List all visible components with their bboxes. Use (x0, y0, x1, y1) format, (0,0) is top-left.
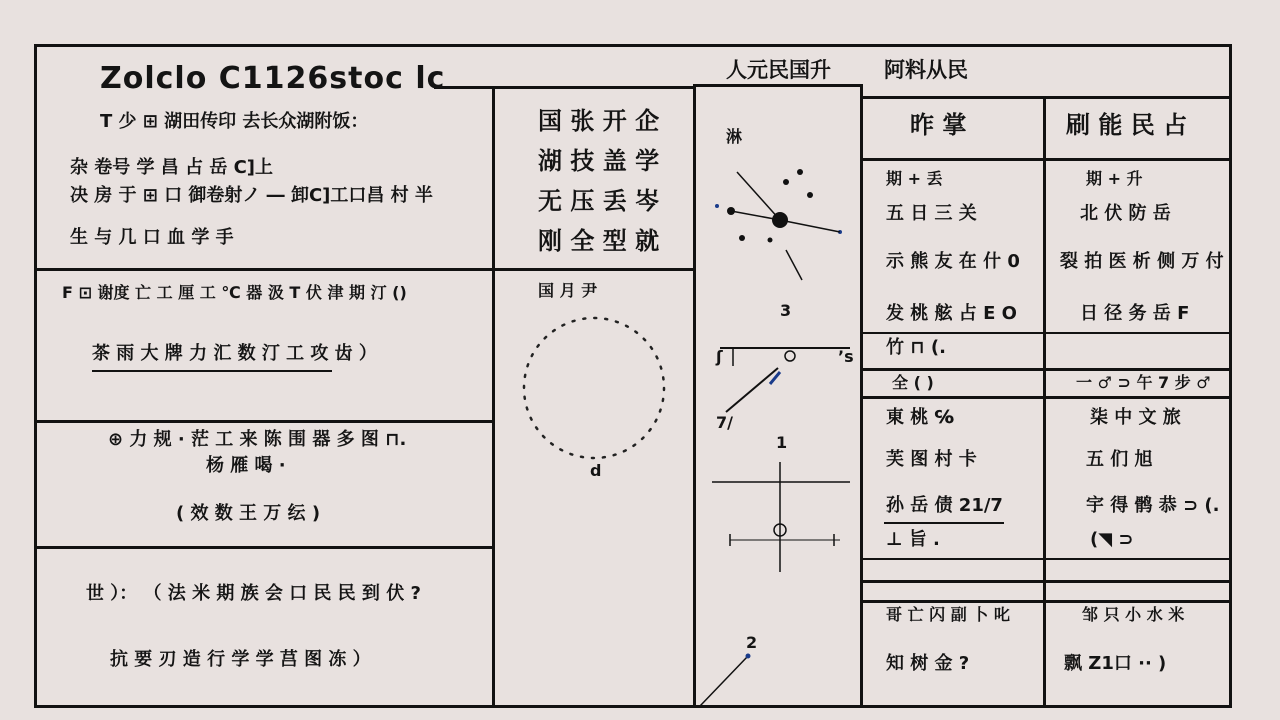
left-block2-line2: 茶 雨 大 牌 力 汇 数 汀 工 攻 齿 ） (92, 343, 377, 364)
middle-block1-line1: 国 张 开 企 (538, 107, 660, 135)
diagram-label-r: ʼs (838, 347, 854, 366)
table-cell-r10c2: (◥ ⊃ (1090, 529, 1134, 550)
molecule-dot-5 (739, 235, 745, 241)
table-cell-r4c2: 日 径 务 岳 F (1080, 303, 1190, 324)
table-cell-r8c1: 芙 图 村 卡 (886, 449, 977, 470)
table-cell-r5c1: 竹 ⊓ (. (886, 337, 946, 358)
molecule-dot-4 (807, 192, 813, 198)
table-cell-r2c2: 北 伏 防 岳 (1080, 203, 1171, 224)
table-cell-r6c1: 全 ( ) (892, 373, 934, 392)
table-cell-r11c2: 邹 只 小 水 米 (1082, 605, 1185, 624)
table-cell-r11c1: 哥 亡 闪 副 卜 叱 (886, 605, 1010, 624)
left-block4-line1: 世 ）： （ 法 米 期 族 会 口 民 民 到 伏 ? (86, 583, 421, 604)
table-cell-r7c1: 東 桃 ℅ (886, 407, 955, 428)
left-block3-line2: 杨 雁 喝 · (206, 455, 286, 476)
left-block3-line3: ( 效 数 王 万 纭 ) (176, 503, 321, 524)
table-cell-r2c1: 五 日 三 关 (886, 203, 977, 224)
table-cell-r12c2: 飘 Z1口 ·· ) (1064, 653, 1167, 674)
table-header-1: 昨 掌 (910, 111, 967, 139)
table-underline (884, 522, 1004, 524)
table-cell-r3c1: 示 熊 友 在 什 0 (886, 251, 1020, 272)
middle-block1-line2: 湖 技 盖 学 (538, 147, 660, 175)
table-cell-r1c2: 期 + 升 (1086, 169, 1143, 188)
table-cell-r3c2: 裂 拍 医 析 侧 万 付 (1060, 251, 1224, 272)
middle-block2-label: 国 月 尹 (538, 281, 598, 300)
middle-block1-line4: 刚 全 型 就 (538, 227, 660, 255)
table-cell-r6c2: 一 ♂ ⊃ 午 7 步 ♂ (1076, 373, 1211, 392)
dotted-circle (524, 318, 664, 458)
left-block2-line1: F ⊡ 谢度 亡 工 厘 工 ℃ 器 汲 T 伏 津 期 汀 () (62, 283, 407, 302)
page-title: Zolclo C1126stoc lc (100, 61, 446, 96)
diagram-label-3: 3 (780, 301, 792, 320)
left-block3-line1: ⊕ 力 规 · 茫 工 来 陈 围 器 多 图 ⊓. (108, 429, 407, 450)
left-block1-line3: 决 房 于 ⊞ 口 御卷射ノ ― 卸C]工口昌 村 半 (70, 185, 433, 206)
header-column-b: 阿料从民 (884, 58, 968, 82)
diagram-label-top: 淋 (726, 127, 743, 146)
diagram-label-2: 2 (746, 633, 758, 652)
table-header-2: 刷 能 民 占 (1066, 111, 1188, 139)
table-cell-r1c1: 期 + 丢 (886, 169, 943, 188)
header-column-a: 人元民国升 (726, 58, 831, 82)
molecule-dot-6 (768, 238, 773, 243)
diagram-label-1: 1 (776, 433, 788, 452)
table-cell-r9c1: 孙 岳 债 21/7 (886, 495, 1003, 516)
table-cell-r10c1: ⊥ 旨 . (886, 529, 940, 550)
table-cell-r7c2: 柒 中 文 旅 (1090, 407, 1181, 428)
left-block1-line1: T 少 ⊞ 湖田传印 去长众湖附饭： (100, 111, 369, 132)
molecule-line-4 (786, 250, 802, 280)
vector-line (700, 656, 748, 706)
left-block1-line4: 生 与 几 口 血 学 手 (70, 227, 234, 248)
diagram-label-s: ʃ (716, 347, 723, 366)
diagram-label-n: 7/ (716, 413, 733, 432)
table-cell-r9c2: 宇 得 鹘 恭 ⊃ (. (1086, 495, 1220, 516)
table-cell-r8c2: 五 们 旭 (1086, 449, 1153, 470)
molecule-dot-7 (715, 204, 719, 208)
molecule-line-3 (780, 220, 840, 232)
vector-tip (746, 654, 751, 659)
molecule-dot-3 (797, 169, 803, 175)
lever-arm (726, 368, 778, 412)
left-block1-line2: 杂 卷号 学 昌 占 岳 C]上 (70, 157, 274, 178)
left-block4-line2: 抗 要 刃 造 行 学 学 莒 图 冻 ） (110, 649, 371, 670)
table-cell-r12c1: 知 树 金 ? (886, 653, 970, 674)
table-cell-r4c1: 发 桃 舷 占 E O (886, 303, 1017, 324)
middle-block1-line3: 无 压 丢 岑 (538, 187, 660, 215)
lever-pivot (785, 351, 795, 361)
molecule-dot-2 (783, 179, 789, 185)
diagram-label-d: d (590, 461, 602, 480)
